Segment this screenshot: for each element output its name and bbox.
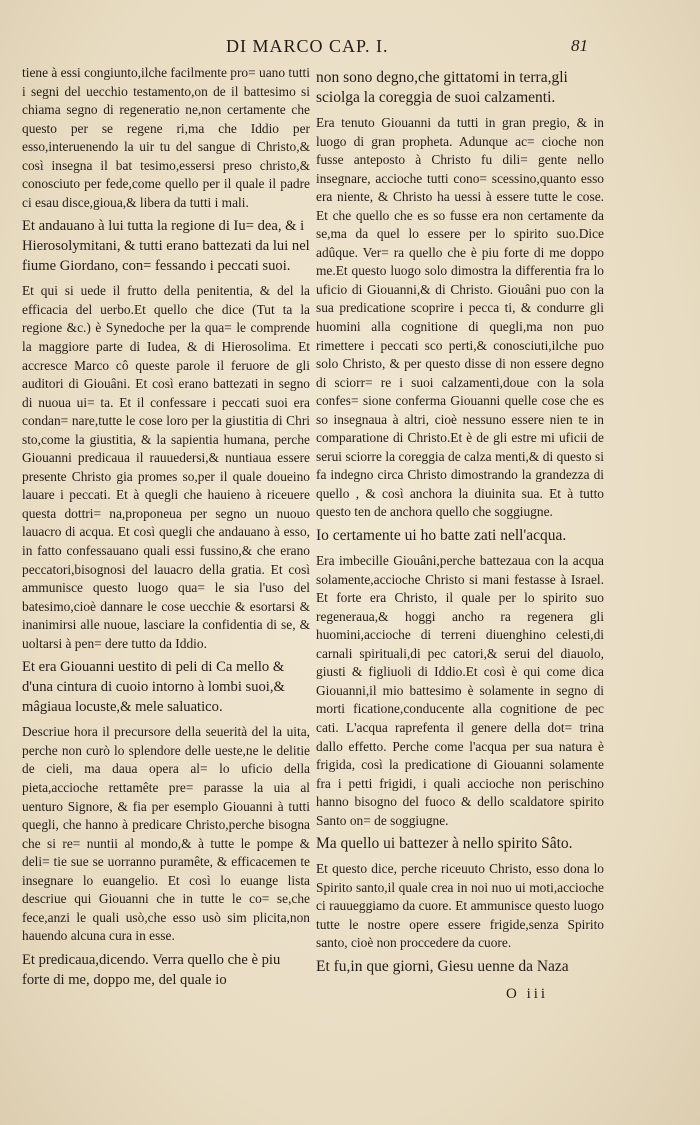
signature-mark: O iii (506, 986, 549, 1002)
left-column (22, 64, 310, 996)
commentary-paragraph: Et qui si uede il frutto della penitentia, & del la efficacia del uerbo.Et quello che dice (Tut ta la regione &c.) è Synedoche per la qua= le comprende la maggiore parte di Iudea, & di Hierosolima. Et accresce Marco cô queste parole il feruore de gli auditori di Giouâni. Et così erano battezati in segno di nuoua ui= ta. Et il confessare i peccati suoi era condan= nare,tutte le cose loro per la giustitia di Chri sto,come la giustitia, & la sapientia humana, perche Giouanni predicaua il rauuedersi,& nuntiaua essere presente Christo gia promes so,per il quale doueino lauare i peccati. Et à quegli che hauieno à riceuere questa dottri= na,proponeua per segno un nuouo lauacro di acqua. Et così quegli che andauano à esso, in fatto confessauano quali essi fussino,& che erano peccatori,bisognosi del lauacro della gratia. Et così ammunisce questo luogo qua= le sia l'uso del batesimo,cioè dannare le cose uecchie & esortarsi & inanimirsi alle nuoue, lasciare la confidentia di se, & uoltarsi à pen= dere tutto da Iddio. (22, 283, 310, 651)
right-column (316, 64, 604, 983)
scripture-lemma: Et andauano à lui tutta la regione di Iu= dea, & i Hierosolymitani, & tutti erano battezati da lui nel fiume Giordano, con= fessando i peccati suoi. (22, 218, 310, 275)
commentary-paragraph: Era imbecille Giouâni,perche battezaua con la acqua solamente,accioche Christo si mani festasse à Israel. Et forte era Christo, il quale per lo spirito suo regeneraua,& hoggi ancho ra regenera gli huomini,accioche di terreni diuenghino celesti,di carnali spirituali,di pec catori,& serui del diauolo, giusti & figliuoli di Iddio.Et così è qui come dica Giouanni,il mio battesimo è solamente in segno di morti ficatione,conducente alla cognitione de pec cati. L'acqua raprefenta il genere della dot= trina dallo effetto. Perche come l'acqua per sua natura è frigida, così la predicatione di Giouanni solamente fra i petti frigidi, i quali accioche non perischino hanno bisogno del fuoco & dello scaldatore spirito Santo on= de soggiugne. (316, 553, 604, 828)
commentary-paragraph: Descriue hora il precursore della seuerità del la uita, perche non curò lo splendore delle ueste,ne le delitie de cieli, ma daua opera al= lo uficio della pieta,accioche rettamête pre= parasse la uia al uenturo Signore, & fia per esemplo Giouanni à tutti quegli, che hanno à predicare Christo,perche bisogna che si re= nuntii al mondo,& à tutte le pompe & deli= tie sue se uorranno puramête, & efficacemen te insegnare lo euangelio. Et così lo euange lista descriue qui Giouanni che in tutte le co= se,che fece,anzi le quali usò,che esso usò sim plicita,non hauendo alcuna cura in esse. (22, 724, 310, 944)
running-head: DI MARCO CAP. I. (226, 36, 389, 56)
scripture-lemma: Et fu,in que giorni, Giesu uenne da Naza (316, 957, 569, 975)
scripture-lemma: Et era Giouanni uestito di peli di Ca mello & d'una cintura di cuoio intorno à lombi suoi,& mâgiaua locuste,& mele saluatico. (22, 659, 285, 716)
commentary-paragraph: Et questo dice, perche riceuuto Christo, esso dona lo Spirito santo,il quale crea in noi nuo ui moti,accioche ci rauueggiamo da cuore. Et ammunisce questo luogo tutte le nostre opere essere frigide,senza Spirito santo, cioè non proccedere da cuore. (316, 861, 604, 951)
page-footer (0, 986, 700, 1010)
folio-number: 81 (571, 36, 588, 55)
page-header (0, 36, 700, 62)
scripture-lemma: Ma quello ui battezer à nello spirito Sâto. (316, 835, 573, 853)
scripture-lemma: non sono degno,che gittatomi in terra,gli sciolga la coreggia de suoi calzamenti. (316, 69, 568, 106)
scripture-lemma: Io certamente ui ho batte zati nell'acqua. (316, 527, 567, 545)
commentary-paragraph: Era tenuto Giouanni da tutti in gran pregio, & in luogo di gran propheta. Adunque ac= cioche non fusse anteposto à Christo fu dili= gente nello insegnare, accioche tutti cono= scessino,quanto esso era niente, & Christo ha uessi à essere tutte le cose. Et che quello che es so fusse era non certamente da se,ma da quel lo essere per lo spirito suo.Dice adûque. Ver= ra quello che è piu forte di me doppo me.Et questo luogo solo dimostra la differentia fra lo uficio di Giouanni,& di Christo. Giouâni puo con la sua predicatione scoprire i pecca ti, & condurre gli huomini alla cognitione di quegli,ma non puo rimettere i peccati sco perti,& conosciuti,ilche puo solo Christo, & per questo disse di non essere degno di sciorr= re i suoi calzamenti,doue con la sola confes= sione conferma Giouanni quelle cose che es so insegnaua à altri, cioè nessuno essere nien te in comparatione di Christo.Et è de gli estre mi uficii de serui sciorre la coreggia de calza menti,& di questo si fa indegno circa Christo dimostrando la grandezza di quello , & così anchora la diuinita sua. Et à tutto questo ten de anchora quello che soggiugne. (316, 115, 604, 520)
scripture-lemma: Et predicaua,dicendo. Verra quello che è piu forte di me, doppo me, del quale io (22, 951, 281, 988)
commentary-paragraph: tiene à essi congiunto,ilche facilmente pro= uano tutti i segni del uecchio testamento,on de il battesimo si chiama segno di regeneratio ne,non certamente che questo per se regene ri,ma che Iddio per esso,interuenendo la uir tu del sangue di Christo,& così insegna il bat tesimo,essersi preso christo,& conosciuto per fede,come quello per il quale il padre ci esau disce,gioua,& libera da tutti i mali. (22, 65, 310, 210)
